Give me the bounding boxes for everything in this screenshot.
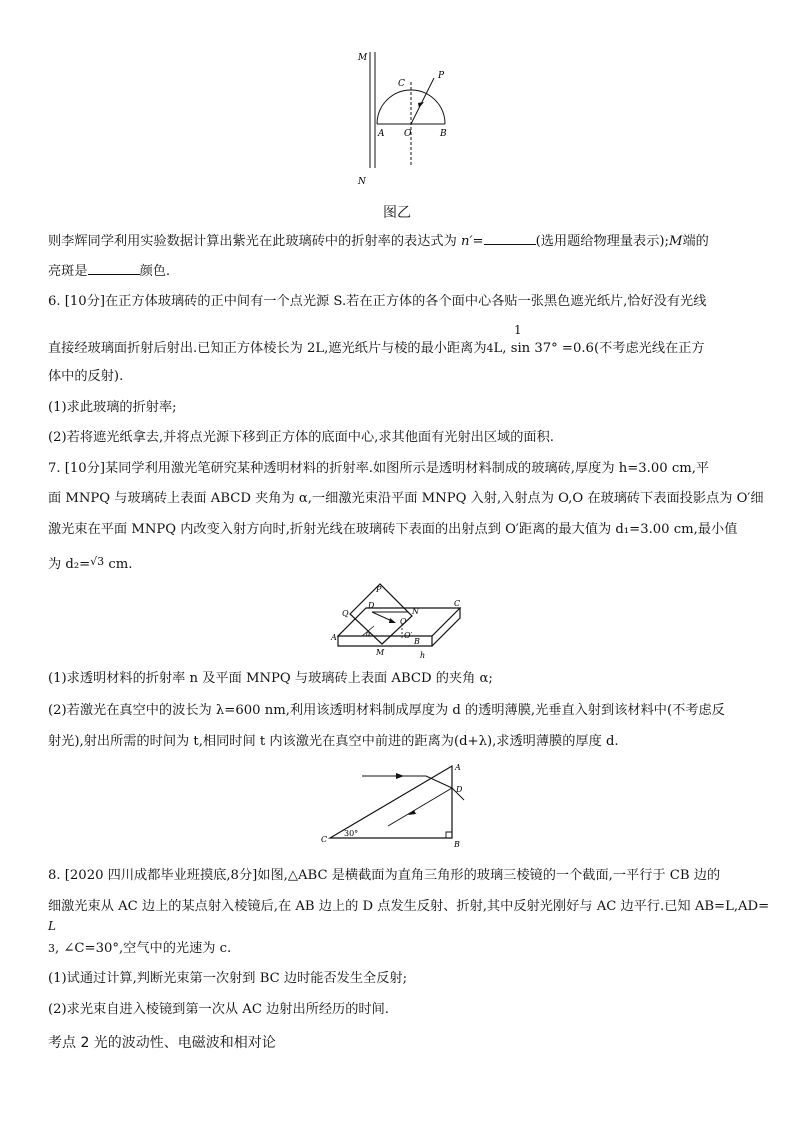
q6-line1: 6. [10分]在正方体玻璃砖的正中间有一个点光源 S.若在正方体的各个面中心各贴一张黑色遮光纸片,恰好没有光线 [48,294,707,309]
label-q7: Q [342,609,349,618]
q6-frac-den: 4 [486,342,494,355]
label-m7: M [376,648,385,657]
q5-var-m: M [668,234,683,249]
q5-blank-1[interactable] [484,232,536,245]
ray-in-arrow [389,618,396,623]
q7-line4-a: 为 d₂= [48,557,91,572]
q6-frac-num: 1 [514,323,522,337]
q8-frac-den: 3 [48,942,55,955]
q7-line1: 7. [10分]某同学利用激光笔研究某种透明材料的折射率.如图所示是透明材料制成的玻璃砖,厚度为 h=3.00 cm,平 [48,461,710,476]
label-h7: h [420,651,426,660]
q8-line2: 细激光束从 AC 边上的某点射入棱镜后,在 AB 边上的 D 点发生反射、折射,其中反射光刚好与 AC 边平行.已知 AB=L,AD= [48,899,770,914]
q5-line2 [48,262,170,281]
label-d8: D [456,785,463,794]
q6-line2-b: L, sin 37° =0.6(不考虑光线在正方 [493,341,705,356]
label-p7: P [376,585,382,594]
incident-ray [411,78,434,124]
figure-yi [350,48,460,193]
q7-sub2-line2: 射光),射出所需的时间为 t,相同时间 t 内该激光在真空中前进的距离为(d+λ),求透明薄膜的厚度 d. [48,734,619,749]
q7-line2: 面 MNPQ 与玻璃砖上表面 ABCD 夹角为 α,一细激光束沿平面 MNPQ 入射,入射点为 O,O 在玻璃砖下表面投影点为 O′细 [48,491,764,506]
q5-line2-a: 亮斑是 [48,264,88,279]
label-o2-7: O′ [404,631,413,640]
q8-sub2: (2)求光束自进入棱镜到第一次从 AC 边射出所经历的时间. [48,1002,389,1017]
label-c: C [398,79,405,89]
label-b7: B [414,637,420,646]
label-o7: O [400,617,407,626]
label-d7: D [368,601,375,610]
label-a: A [378,129,385,139]
q6-line3: 体中的反射). [48,369,124,384]
reflected-ray-q8 [388,788,452,826]
label-o: O [404,129,412,139]
q5-line1-a: 则李辉同学利用实验数据计算出紫光在此玻璃砖中的折射率的表达式为 [48,234,457,249]
right-angle-mark [446,832,452,838]
q5-var-n: n′= [461,234,484,249]
q6-line2 [48,340,705,358]
label-angle8: 30° [344,829,359,838]
label-b8: B [454,840,460,849]
section-title: 考点 2 光的波动性、电磁波和相对论 [48,1035,276,1051]
q6-sub2: (2)若将遮光纸拿去,并将点光源下移到正方体的底面中心,求其他面有光射出区域的面积. [48,430,555,445]
q5-line2-b: 颜色. [139,264,171,279]
figure-yi-caption: 图乙 [383,205,411,221]
q7-sub2-line1: (2)若激光在真空中的波长为 λ=600 nm,利用该透明材料制成厚度为 d 的透明薄膜,光垂直入射到该材料中(不考虑反 [48,703,725,718]
incident-arrow-q8 [396,773,404,779]
q5-line1-b: (选用题给物理量表示); [535,234,669,249]
label-c8: C [321,835,328,844]
q6-line2-a: 直接经玻璃面折射后射出.已知正方体棱长为 2L,遮光纸片与棱的最小距离为 [48,341,487,356]
figure-q8 [318,758,468,850]
label-alpha7: α [366,630,371,638]
q7-line3: 激光束在平面 MNPQ 内改变入射方向时,折射光线在玻璃砖下表面的出射点到 O′距离的最大值为 d₁=3.00 cm,最小值 [48,522,738,537]
slab-side [432,608,460,646]
q5-line1 [48,232,709,251]
label-n7: N [412,607,419,616]
q7-sqrt3: √3 [90,555,105,568]
q5-blank-2[interactable] [88,262,140,275]
label-c7: C [454,599,461,608]
q8-frac-num: L [48,919,56,933]
q7-sub1: (1)求透明材料的折射率 n 及平面 MNPQ 与玻璃砖上表面 ABCD 的夹角 α; [48,671,493,686]
q7-line4-b: cm. [108,557,133,572]
reflected-arrow-q8 [408,810,416,815]
label-a7: A [331,633,337,642]
q8-line3 [48,940,231,958]
label-b: B [440,129,447,139]
label-a8: A [455,763,461,772]
q8-sub1: (1)试通过计算,判断光束第一次射到 BC 边时能否发生全反射; [48,971,408,986]
triangle-abc [330,766,452,838]
ray-arrow [418,102,424,108]
figure-q7 [328,578,468,662]
label-n: N [358,177,366,187]
q6-sub1: (1)求此玻璃的折射率; [48,400,177,415]
q8-line1: 8. [2020 四川成都毕业班摸底,8分]如图,△ABC 是横截面为直角三角形的玻璃三棱镜的一个截面,一平行于 CB 边的 [48,868,721,883]
q7-line4 [48,553,132,574]
q5-line1-d: 端的 [682,234,709,249]
label-p: P [438,71,445,81]
refracted-ray-q8 [426,776,452,788]
q8-line3-text: , ∠C=30°,空气中的光速为 c. [55,941,232,956]
label-m: M [358,53,368,63]
